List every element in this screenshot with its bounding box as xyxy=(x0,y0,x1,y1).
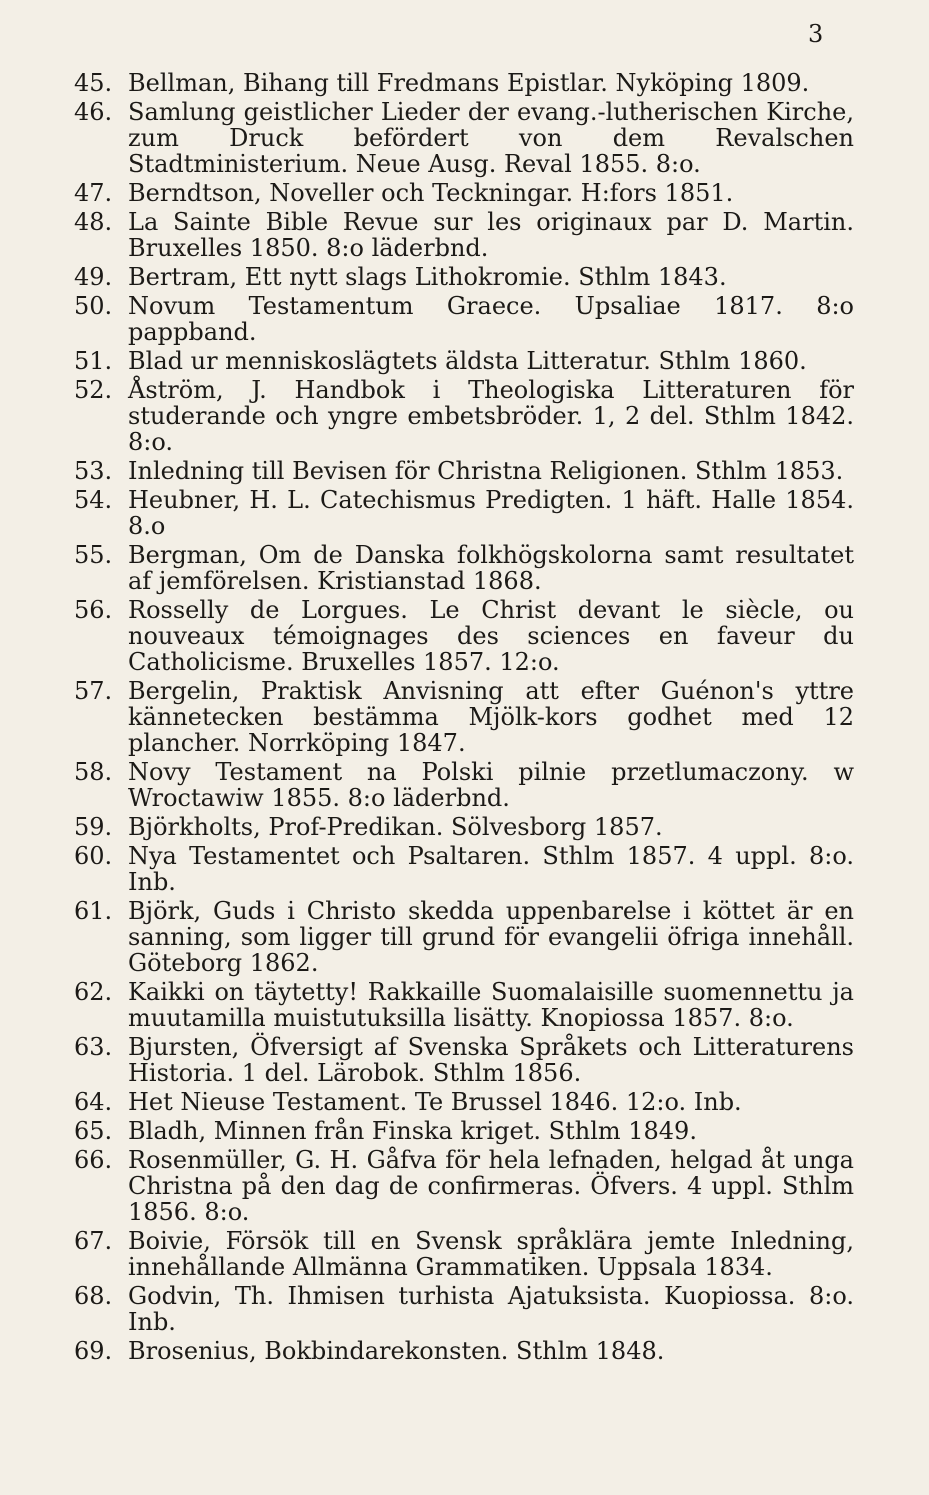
list-item xyxy=(0,979,929,1031)
entry-text: Björk, Guds i Christo skedda uppenbarelse i köttet är en sanning, som ligger till grund för evangelii öfriga innehåll. Göteborg 1862. xyxy=(128,897,854,977)
entry-text: Bellman, Bihang till Fredmans Epistlar. Nyköping 1809. xyxy=(128,69,810,97)
list-item xyxy=(0,487,929,539)
entry-number: 52. xyxy=(74,376,113,404)
entry-number: 65. xyxy=(74,1117,113,1145)
entry-text: Rosselly de Lorgues. Le Christ devant le siècle, ou nouveaux témoignages des sciences en faveur du Catholicisme. Bruxelles 1857. 12:o. xyxy=(128,596,854,676)
list-item xyxy=(0,377,929,455)
entry-text: Bergelin, Praktisk Anvisning att efter Guénon's yttre kännetecken bestämma Mjölk-kors godhet med 12 plancher. Norrköping 1847. xyxy=(128,677,854,757)
entry-text: Bjursten, Öfversigt af Svenska Språkets och Litteraturens Historia. 1 del. Lärobok. Sthlm 1856. xyxy=(128,1033,854,1087)
entry-text: Novy Testament na Polski pilnie przetlumaczony. w Wroctawiw 1855. 8:o läderbnd. xyxy=(128,758,854,812)
entry-number: 69. xyxy=(74,1337,113,1365)
entry-number: 61. xyxy=(74,897,113,925)
list-item xyxy=(0,1338,929,1364)
entry-text: Bladh, Minnen från Finska kriget. Sthlm 1849. xyxy=(128,1117,697,1145)
list-item xyxy=(0,348,929,374)
entry-text: Nya Testamentet och Psaltaren. Sthlm 1857. 4 uppl. 8:o. Inb. xyxy=(128,842,854,896)
list-item xyxy=(0,814,929,840)
entry-number: 56. xyxy=(74,596,113,624)
entry-number: 47. xyxy=(74,179,113,207)
entry-text: Brosenius, Bokbindarekonsten. Sthlm 1848. xyxy=(128,1337,665,1365)
list-item xyxy=(0,542,929,594)
list-item xyxy=(0,180,929,206)
list-item xyxy=(0,1228,929,1280)
entry-number: 62. xyxy=(74,978,113,1006)
entry-number: 49. xyxy=(74,263,113,291)
list-item xyxy=(0,1118,929,1144)
list-item xyxy=(0,759,929,811)
entry-text: Bertram, Ett nytt slags Lithokromie. Sthlm 1843. xyxy=(128,263,727,291)
entry-text: Berndtson, Noveller och Teckningar. H:fors 1851. xyxy=(128,179,734,207)
entry-text: Novum Testamentum Graece. Upsaliae 1817. 8:o pappband. xyxy=(128,292,854,346)
entry-number: 68. xyxy=(74,1282,113,1310)
entry-number: 63. xyxy=(74,1033,113,1061)
list-item xyxy=(0,458,929,484)
list-item xyxy=(0,597,929,675)
entry-text: La Sainte Bible Revue sur les originaux par D. Martin. Bruxelles 1850. 8:o läderbnd. xyxy=(128,208,854,262)
list-item xyxy=(0,898,929,976)
entry-text: Kaikki on täytetty! Rakkaille Suomalaisille suomennettu ja muutamilla muistutuksilla lisätty. Knopiossa 1857. 8:o. xyxy=(128,978,854,1032)
entry-number: 50. xyxy=(74,292,113,320)
entry-number: 58. xyxy=(74,758,113,786)
entry-number: 55. xyxy=(74,541,113,569)
entry-text: Samlung geistlicher Lieder der evang.-lutherischen Kirche, zum Druck befördert von dem Revalschen Stadtministerium. Neue Ausg. Reval 1855. 8:o. xyxy=(128,98,854,178)
entry-number: 60. xyxy=(74,842,113,870)
entry-list xyxy=(0,70,929,1367)
list-item xyxy=(0,70,929,96)
entry-text: Godvin, Th. Ihmisen turhista Ajatuksista. Kuopiossa. 8:o. Inb. xyxy=(128,1282,854,1336)
entry-text: Boivie, Försök till en Svensk språklära jemte Inledning, innehållande Allmänna Grammatiken. Uppsala 1834. xyxy=(128,1227,854,1281)
entry-number: 48. xyxy=(74,208,113,236)
list-item xyxy=(0,209,929,261)
entry-text: Heubner, H. L. Catechismus Predigten. 1 häft. Halle 1854. 8.o xyxy=(128,486,854,540)
entry-number: 54. xyxy=(74,486,113,514)
entry-number: 51. xyxy=(74,347,113,375)
list-item xyxy=(0,1089,929,1115)
entry-number: 53. xyxy=(74,457,113,485)
list-item xyxy=(0,99,929,177)
list-item xyxy=(0,1283,929,1335)
entry-number: 46. xyxy=(74,98,113,126)
entry-text: Björkholts, Prof-Predikan. Sölvesborg 1857. xyxy=(128,813,663,841)
entry-text: Het Nieuse Testament. Te Brussel 1846. 12:o. Inb. xyxy=(128,1088,742,1116)
entry-text: Rosenmüller, G. H. Gåfva för hela lefnaden, helgad åt unga Christna på den dag de confirmeras. Öfvers. 4 uppl. Sthlm 1856. 8:o. xyxy=(128,1146,854,1226)
list-item xyxy=(0,1034,929,1086)
entry-text: Bergman, Om de Danska folkhögskolorna samt resultatet af jemförelsen. Kristianstad 1868. xyxy=(128,541,854,595)
entry-number: 66. xyxy=(74,1146,113,1174)
entry-text: Blad ur menniskoslägtets äldsta Litteratur. Sthlm 1860. xyxy=(128,347,807,375)
entry-number: 64. xyxy=(74,1088,113,1116)
list-item xyxy=(0,1147,929,1225)
entry-text: Inledning till Bevisen för Christna Religionen. Sthlm 1853. xyxy=(128,457,844,485)
list-item xyxy=(0,264,929,290)
entry-number: 67. xyxy=(74,1227,113,1255)
entry-text: Åström, J. Handbok i Theologiska Litteraturen för studerande och yngre embetsbröder. 1, 2 del. Sthlm 1842. 8:o. xyxy=(128,376,854,456)
list-item xyxy=(0,843,929,895)
entry-number: 45. xyxy=(74,69,113,97)
list-item xyxy=(0,293,929,345)
entry-number: 59. xyxy=(74,813,113,841)
entry-number: 57. xyxy=(74,677,113,705)
list-item xyxy=(0,678,929,756)
page-number: 3 xyxy=(808,20,824,48)
